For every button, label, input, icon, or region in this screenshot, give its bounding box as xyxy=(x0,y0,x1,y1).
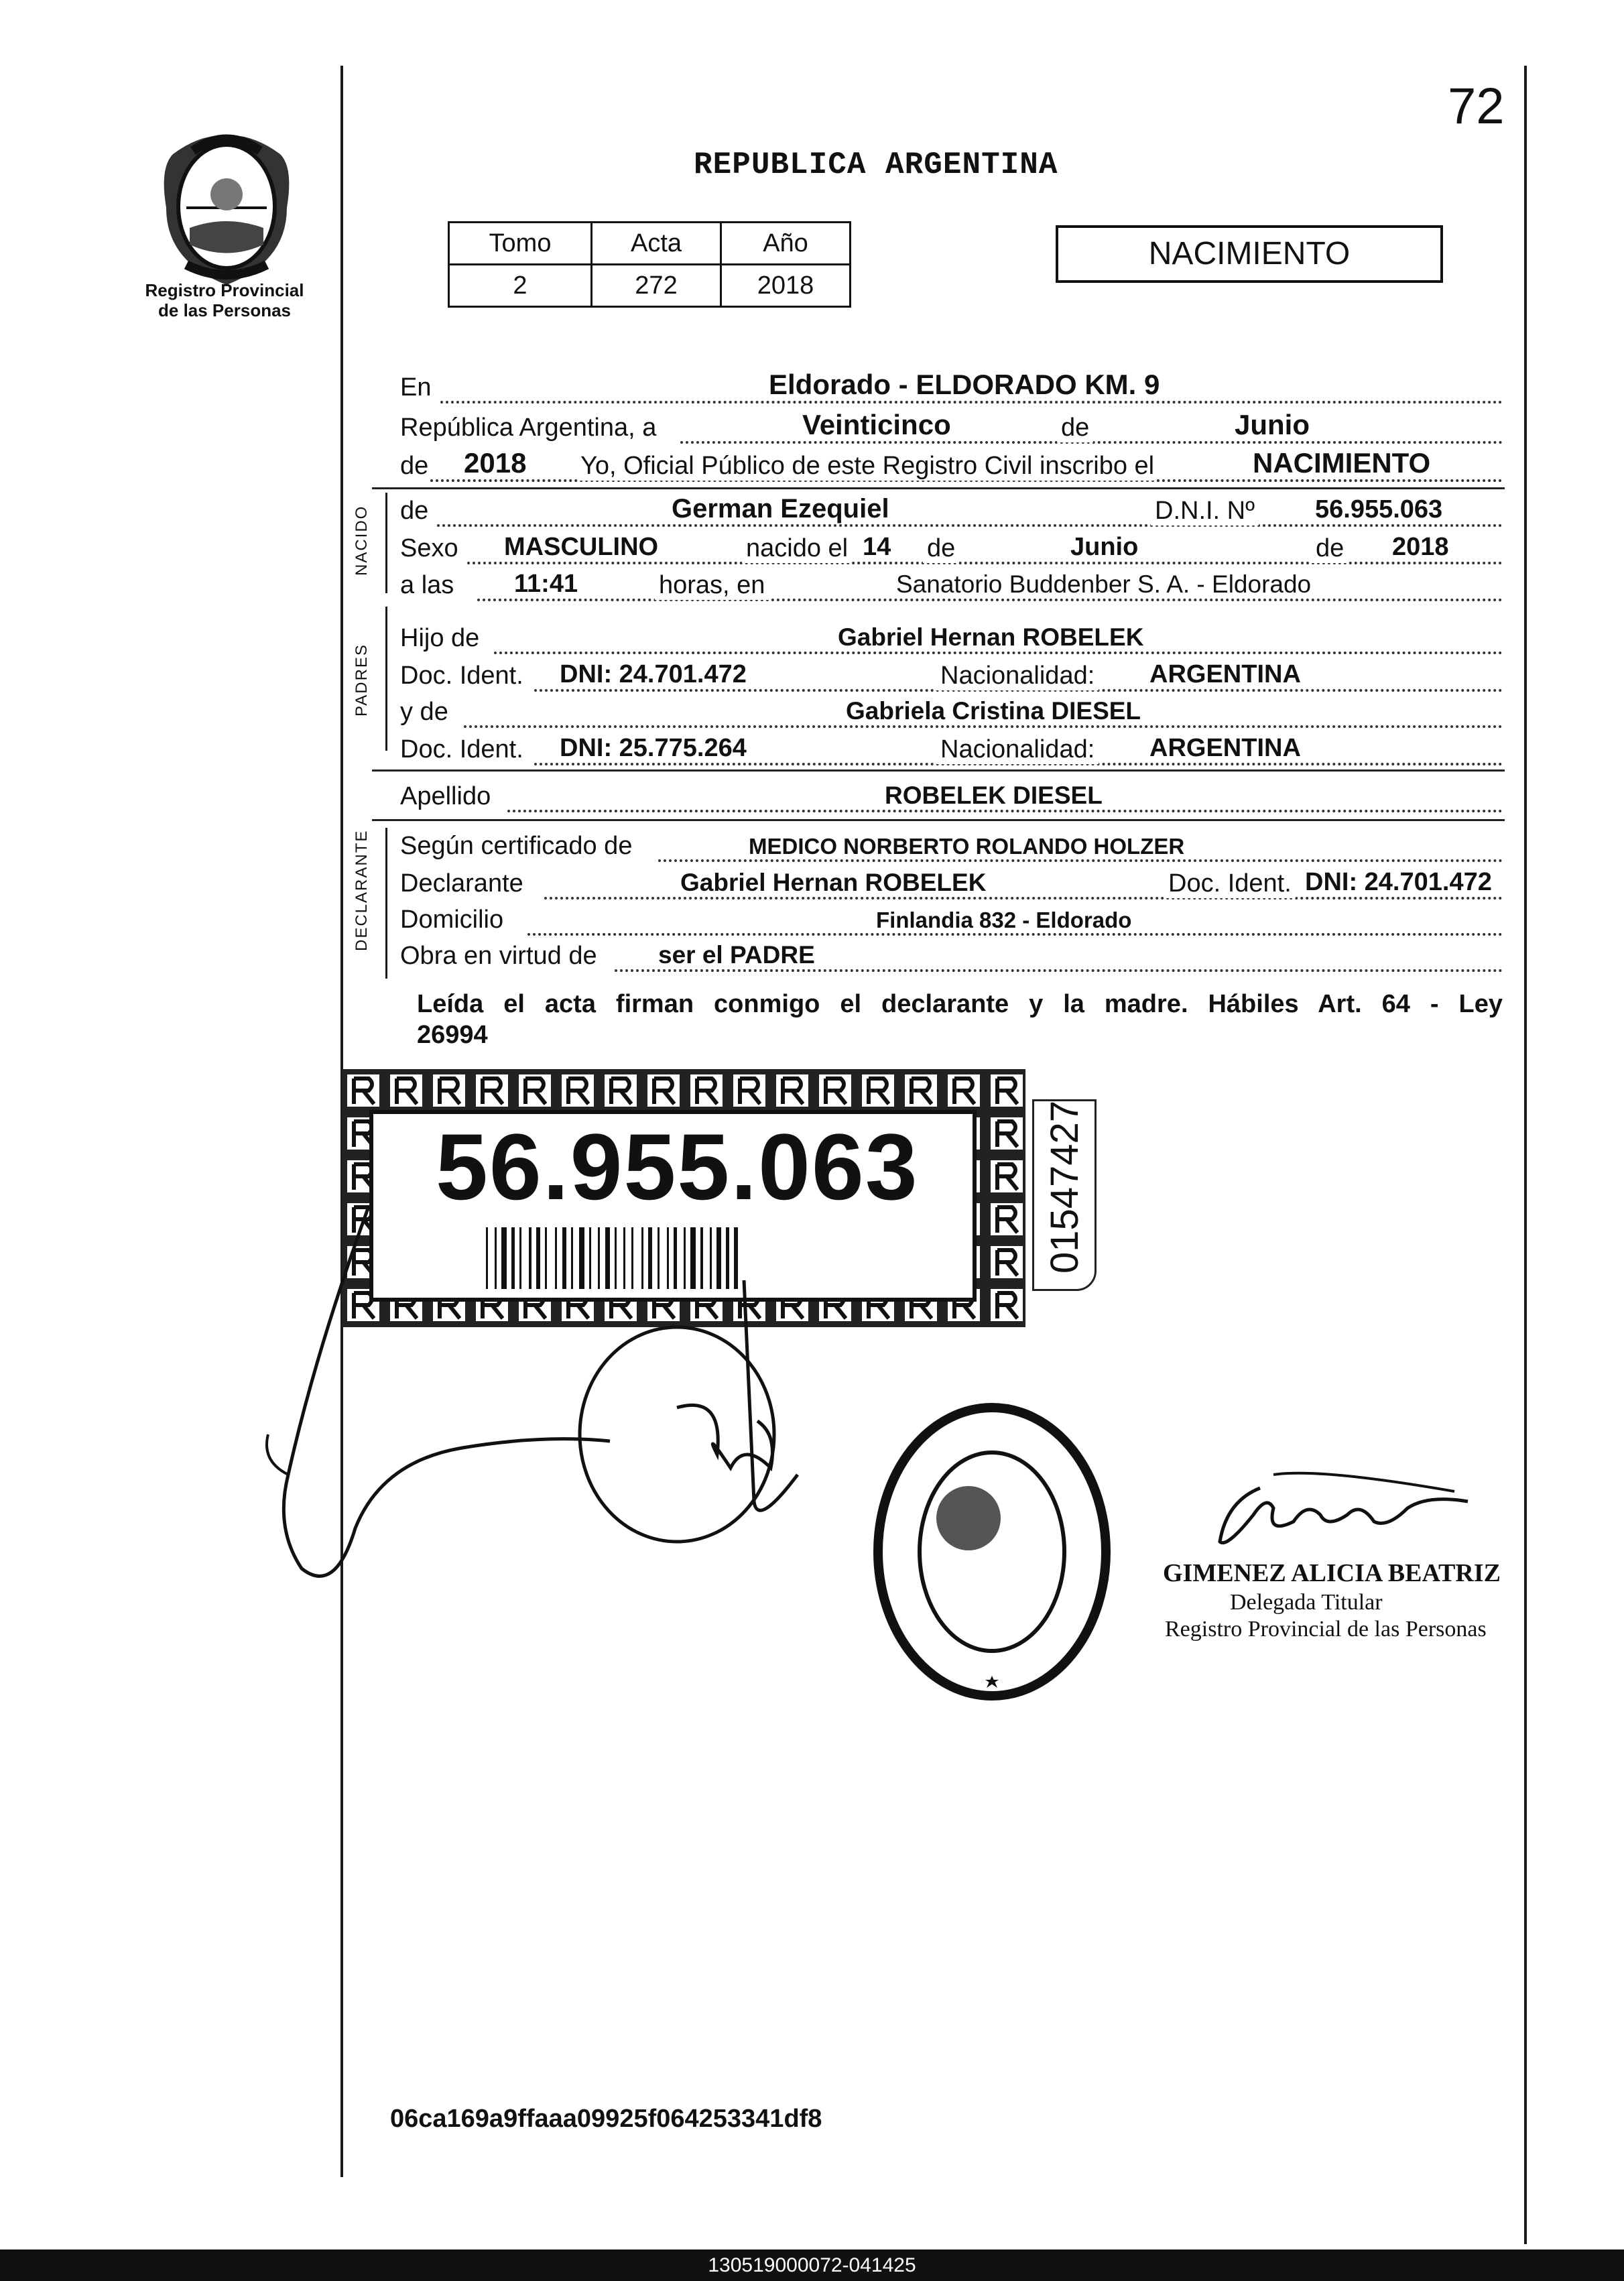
dotted-rule xyxy=(477,599,1503,601)
document-hash: 06ca169a9ffaaa09925f064253341df8 xyxy=(390,2105,822,2133)
page-number: 72 xyxy=(1448,78,1505,135)
registration-place: Eldorado - ELDORADO KM. 9 xyxy=(769,369,1160,400)
country-title: REPUBLICA ARGENTINA xyxy=(694,147,1058,182)
province-seal-logo xyxy=(153,127,300,288)
declarant-signature xyxy=(261,1153,865,1589)
registration-day: Veinticinco xyxy=(802,409,951,440)
certificado-label: Según certificado de xyxy=(400,832,633,860)
country-label: República Argentina, a xyxy=(400,414,657,442)
nacionalidad-label: Nacionalidad: xyxy=(936,735,1099,764)
domicilio-label: Domicilio xyxy=(400,906,504,934)
mother-name: Gabriela Cristina DIESEL xyxy=(846,697,1141,725)
table-header-acta: Acta xyxy=(592,223,721,265)
nacionalidad-label: Nacionalidad: xyxy=(936,662,1099,690)
declarante-label: Declarante xyxy=(400,869,523,898)
registry-caption-line2: de las Personas xyxy=(158,300,291,320)
section-label-nacido: NACIDO xyxy=(353,505,371,576)
registry-stamp xyxy=(865,1398,1119,1706)
surname: ROBELEK DIESEL xyxy=(885,782,1103,809)
surname-row xyxy=(400,769,1503,816)
mother-nationality: ARGENTINA xyxy=(1149,734,1301,762)
registration-statement: Yo, Oficial Público de este Registro Civil inscribo el xyxy=(578,452,1157,481)
closing-line2: 26994 xyxy=(417,1021,488,1049)
birth-time-place-row xyxy=(400,558,1503,605)
medical-certificate: MEDICO NORBERTO ROLANDO HOLZER xyxy=(749,834,1185,859)
birth-month: Junio xyxy=(1070,533,1139,561)
declarant-name: Gabriel Hernan ROBELEK xyxy=(680,869,987,896)
official-signature xyxy=(1186,1461,1488,1562)
de-label: de xyxy=(400,497,429,525)
registration-record-type: NACIMIENTO xyxy=(1253,447,1431,479)
dotted-rule xyxy=(615,969,1503,972)
de2-label: de xyxy=(400,452,429,480)
doc-ident-label: Doc. Ident. xyxy=(400,735,523,763)
official-title: Delegada Titular xyxy=(1230,1590,1383,1615)
record-type-box: NACIMIENTO xyxy=(1056,225,1443,283)
de-label: de xyxy=(923,534,959,563)
section-bracket xyxy=(385,493,387,593)
mother-doc: DNI: 25.775.264 xyxy=(560,734,747,762)
table-header-ano: Año xyxy=(721,223,851,265)
father-doc: DNI: 24.701.472 xyxy=(560,660,747,688)
birth-place: Sanatorio Buddenber S. A. - Eldorado xyxy=(896,570,1312,598)
doc-ident-label: Doc. Ident. xyxy=(400,662,523,690)
hijo-label: Hijo de xyxy=(400,624,480,652)
obra-label: Obra en virtud de xyxy=(400,942,597,970)
inscription-row xyxy=(400,439,1503,486)
birth-day: 14 xyxy=(863,533,891,561)
child-dni: 56.955.063 xyxy=(1315,495,1443,523)
section-bracket xyxy=(385,828,387,979)
de-label: de xyxy=(1312,534,1348,563)
footer-code: 130519000072-041425 xyxy=(0,2249,1624,2281)
doc-ident-label: Doc. Ident. xyxy=(1164,869,1296,898)
closing-statement xyxy=(417,989,1503,1050)
registry-caption xyxy=(127,280,322,320)
section-label-padres: PADRES xyxy=(353,643,371,717)
record-reference-table xyxy=(448,221,851,308)
declarant-basis: ser el PADRE xyxy=(658,941,815,969)
father-name: Gabriel Hernan ROBELEK xyxy=(838,623,1144,651)
birth-year: 2018 xyxy=(1392,533,1449,561)
section-label-declarante: DECLARANTE xyxy=(353,829,371,951)
sexo-label: Sexo xyxy=(400,534,458,562)
basis-row xyxy=(400,929,1503,976)
table-header-tomo: Tomo xyxy=(449,223,592,265)
a-las-label: a las xyxy=(400,571,454,599)
right-margin-line xyxy=(1524,66,1527,2244)
serial-number: 01547427 xyxy=(1043,1100,1086,1274)
dotted-rule xyxy=(507,810,1503,812)
y-de-label: y de xyxy=(400,698,448,726)
official-name: GIMENEZ ALICIA BEATRIZ xyxy=(1163,1559,1501,1587)
barcode-id-number: 56.955.063 xyxy=(436,1114,919,1219)
declarant-address: Finlandia 832 - Eldorado xyxy=(876,908,1132,932)
apellido-label: Apellido xyxy=(400,782,491,810)
closing-line1: Leída el acta firman conmigo el declarante y la madre. Hábiles Art. 64 - Ley xyxy=(417,990,1503,1018)
birth-time: 11:41 xyxy=(514,570,578,598)
section-bracket xyxy=(385,607,387,751)
table-value-acta: 272 xyxy=(592,265,721,307)
child-sex: MASCULINO xyxy=(504,533,659,561)
declarant-doc: DNI: 24.701.472 xyxy=(1305,868,1492,896)
registration-month: Junio xyxy=(1235,409,1310,440)
registry-caption-line1: Registro Provincial xyxy=(145,280,304,300)
father-nationality: ARGENTINA xyxy=(1149,660,1301,688)
registration-year: 2018 xyxy=(464,447,527,479)
table-value-ano: 2018 xyxy=(721,265,851,307)
dni-label: D.N.I. Nº xyxy=(1151,497,1259,526)
en-label: En xyxy=(400,373,432,402)
child-name: German Ezequiel xyxy=(672,494,889,523)
official-office: Registro Provincial de las Personas xyxy=(1165,1617,1487,1642)
mother-doc-row xyxy=(400,723,1503,769)
table-value-tomo: 2 xyxy=(449,265,592,307)
horas-label: horas, en xyxy=(655,571,769,600)
de-label: de xyxy=(1057,414,1093,442)
nacido-label: nacido el xyxy=(742,534,852,563)
